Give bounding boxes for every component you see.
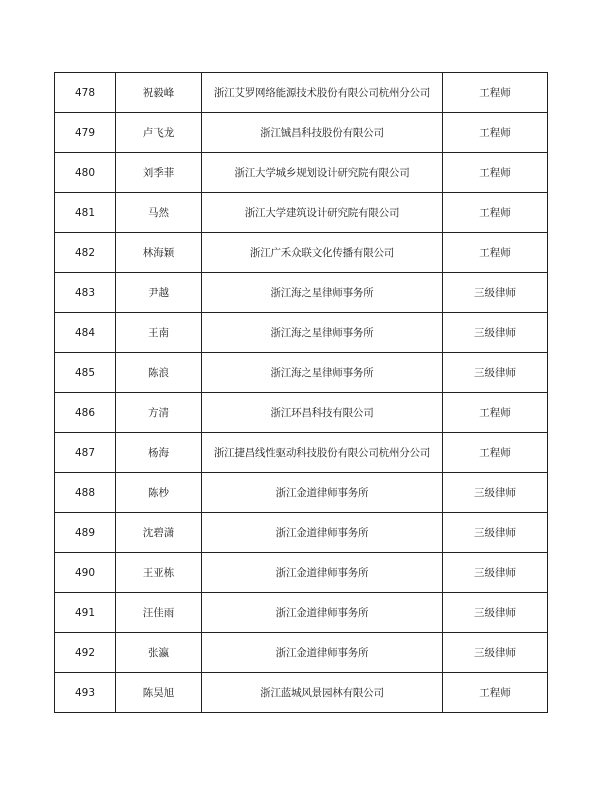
person-name-cell: 张瀛 — [116, 633, 202, 673]
professional-title-cell: 工程师 — [443, 73, 548, 113]
table-row — [55, 113, 548, 153]
serial-number-cell: 486 — [55, 393, 116, 433]
professional-title-cell: 工程师 — [443, 113, 548, 153]
person-name-cell: 林海颖 — [116, 233, 202, 273]
person-name-cell: 马然 — [116, 193, 202, 233]
table-row — [55, 473, 548, 513]
serial-number-cell: 482 — [55, 233, 116, 273]
serial-number-cell: 493 — [55, 673, 116, 713]
organization-cell: 浙江海之星律师事务所 — [202, 353, 443, 393]
organization-cell: 浙江铖昌科技股份有限公司 — [202, 113, 443, 153]
organization-cell: 浙江金道律师事务所 — [202, 553, 443, 593]
table-row — [55, 73, 548, 113]
serial-number-cell: 485 — [55, 353, 116, 393]
table-row — [55, 393, 548, 433]
person-name-cell: 王亚栋 — [116, 553, 202, 593]
professional-title-cell: 工程师 — [443, 233, 548, 273]
organization-cell: 浙江金道律师事务所 — [202, 513, 443, 553]
table-row — [55, 433, 548, 473]
serial-number-cell: 490 — [55, 553, 116, 593]
roster-table — [54, 72, 548, 713]
serial-number-cell: 488 — [55, 473, 116, 513]
table-row — [55, 153, 548, 193]
organization-cell: 浙江艾罗网络能源技术股份有限公司杭州分公司 — [202, 73, 443, 113]
table-row — [55, 553, 548, 593]
table-row — [55, 633, 548, 673]
table-row — [55, 353, 548, 393]
serial-number-cell: 479 — [55, 113, 116, 153]
roster-table-body — [55, 73, 548, 713]
serial-number-cell: 492 — [55, 633, 116, 673]
serial-number-cell: 480 — [55, 153, 116, 193]
person-name-cell: 沈碧潇 — [116, 513, 202, 553]
person-name-cell: 尹越 — [116, 273, 202, 313]
organization-cell: 浙江大学建筑设计研究院有限公司 — [202, 193, 443, 233]
organization-cell: 浙江金道律师事务所 — [202, 633, 443, 673]
professional-title-cell: 三级律师 — [443, 513, 548, 553]
document-page — [54, 72, 547, 713]
table-row — [55, 313, 548, 353]
organization-cell: 浙江环昌科技有限公司 — [202, 393, 443, 433]
table-row — [55, 233, 548, 273]
professional-title-cell: 工程师 — [443, 673, 548, 713]
organization-cell: 浙江广禾众联文化传播有限公司 — [202, 233, 443, 273]
professional-title-cell: 三级律师 — [443, 273, 548, 313]
professional-title-cell: 工程师 — [443, 433, 548, 473]
organization-cell: 浙江金道律师事务所 — [202, 473, 443, 513]
person-name-cell: 王南 — [116, 313, 202, 353]
serial-number-cell: 483 — [55, 273, 116, 313]
organization-cell: 浙江捷昌线性驱动科技股份有限公司杭州分公司 — [202, 433, 443, 473]
serial-number-cell: 489 — [55, 513, 116, 553]
serial-number-cell: 484 — [55, 313, 116, 353]
person-name-cell: 陈杪 — [116, 473, 202, 513]
professional-title-cell: 工程师 — [443, 393, 548, 433]
person-name-cell: 方清 — [116, 393, 202, 433]
person-name-cell: 陈浪 — [116, 353, 202, 393]
organization-cell: 浙江大学城乡规划设计研究院有限公司 — [202, 153, 443, 193]
table-row — [55, 513, 548, 553]
serial-number-cell: 487 — [55, 433, 116, 473]
organization-cell: 浙江海之星律师事务所 — [202, 273, 443, 313]
organization-cell: 浙江海之星律师事务所 — [202, 313, 443, 353]
table-row — [55, 593, 548, 633]
professional-title-cell: 三级律师 — [443, 313, 548, 353]
table-row — [55, 673, 548, 713]
serial-number-cell: 478 — [55, 73, 116, 113]
table-row — [55, 273, 548, 313]
table-row — [55, 193, 548, 233]
person-name-cell: 汪佳雨 — [116, 593, 202, 633]
person-name-cell: 祝毅峰 — [116, 73, 202, 113]
organization-cell: 浙江金道律师事务所 — [202, 593, 443, 633]
serial-number-cell: 491 — [55, 593, 116, 633]
professional-title-cell: 三级律师 — [443, 593, 548, 633]
person-name-cell: 刘季菲 — [116, 153, 202, 193]
person-name-cell: 杨海 — [116, 433, 202, 473]
person-name-cell: 陈昊旭 — [116, 673, 202, 713]
serial-number-cell: 481 — [55, 193, 116, 233]
professional-title-cell: 三级律师 — [443, 553, 548, 593]
person-name-cell: 卢飞龙 — [116, 113, 202, 153]
professional-title-cell: 三级律师 — [443, 633, 548, 673]
organization-cell: 浙江蓝城风景园林有限公司 — [202, 673, 443, 713]
professional-title-cell: 工程师 — [443, 153, 548, 193]
professional-title-cell: 工程师 — [443, 193, 548, 233]
professional-title-cell: 三级律师 — [443, 353, 548, 393]
professional-title-cell: 三级律师 — [443, 473, 548, 513]
